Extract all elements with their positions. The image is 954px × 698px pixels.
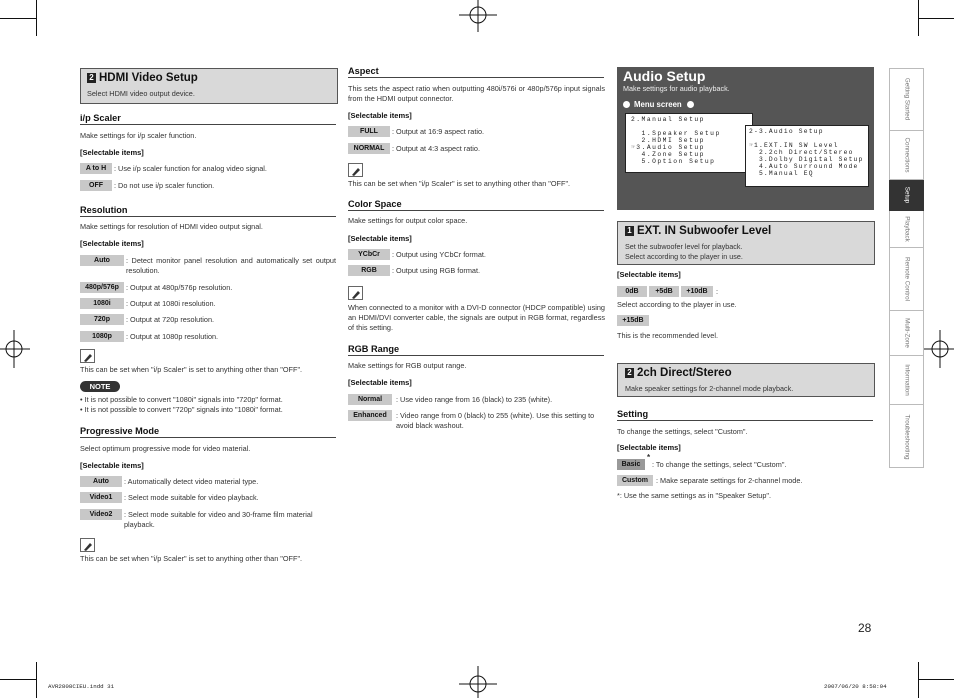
note-bullet: • It is not possible to convert "1080i" signals into "720p" format. — [80, 395, 283, 404]
footer-file-info: AVR2808CIEU.indd 31 — [48, 683, 115, 690]
color-space-desc: Make settings for output color space. — [348, 216, 468, 225]
note-bullet: • It is not possible to convert "720p" signals into "1080i" format. — [80, 405, 283, 414]
crop-mark — [918, 679, 954, 680]
crop-mark — [0, 679, 36, 680]
selectable-items-label: [Selectable items] — [617, 443, 681, 452]
pencil-icon — [80, 349, 95, 363]
section-number: 1 — [625, 226, 634, 236]
option-chip: 1080i — [80, 298, 124, 309]
selectable-items-label: [Selectable items] — [348, 111, 412, 120]
section-title: 1 EXT. IN Subwoofer Level — [625, 225, 771, 237]
ip-scaler-heading: i/p Scaler — [80, 113, 336, 125]
section-subtitle: Make speaker settings for 2-channel mode playback. — [625, 384, 794, 393]
ext-in-subwoofer-header — [617, 221, 875, 265]
hdmi-title: HDMI Video Setup — [99, 72, 198, 84]
section-title: 2 2ch Direct/Stereo — [625, 367, 732, 379]
option-desc: : Select mode suitable for video and 30-frame film material playback. — [124, 510, 313, 529]
option-chip: +10dB — [681, 286, 713, 297]
option-desc: : Automatically detect video material type. — [124, 477, 259, 486]
2ch-direct-stereo-header — [617, 363, 875, 397]
crop-mark — [918, 662, 919, 698]
option-desc: : To change the settings, select "Custom". — [652, 460, 787, 469]
option-desc: : Do not use i/p scaler function. — [114, 181, 215, 190]
registration-mark-top — [459, 0, 497, 36]
option-desc: : Output using YCbCr format. — [392, 250, 486, 259]
color-space-note: When connected to a monitor with a DVI-D connector (HDCP compatible) using an HDMI/DVI converter cable, the signals are output in RGB format, regardless of this setting. — [348, 303, 605, 332]
tab-remote-control[interactable]: Remote Control — [889, 248, 924, 311]
resolution-desc: Make settings for resolution of HDMI video output signal. — [80, 222, 263, 231]
tab-getting-started[interactable]: Getting Started — [889, 68, 924, 131]
footnote: *: Use the same settings as in "Speaker Setup". — [617, 491, 772, 500]
option-chip: RGB — [348, 265, 390, 276]
audio-setup-subtitle: Make settings for audio playback. — [623, 84, 730, 93]
tab-multi-zone[interactable]: Multi-Zone — [889, 311, 924, 356]
option-chip: Auto — [80, 255, 124, 266]
page-number: 28 — [858, 621, 872, 635]
section-subtitle: Select according to the player in use. — [625, 252, 743, 261]
hdmi-video-setup-header — [80, 68, 338, 104]
registration-mark-bottom — [459, 662, 497, 698]
option-chip: Video1 — [80, 492, 122, 503]
section-number: 2 — [625, 368, 634, 378]
tab-information[interactable]: Information — [889, 356, 924, 405]
resolution-note: This can be set when "i/p Scaler" is set to anything other than "OFF". — [80, 365, 303, 374]
aspect-note: This can be set when "i/p Scaler" is set to anything other than "OFF". — [348, 179, 571, 188]
section-title — [87, 72, 198, 84]
ip-scaler-desc: Make settings for i/p scaler function. — [80, 131, 197, 140]
note-badge: NOTE — [80, 381, 120, 392]
option-desc: : Use video range from 16 (black) to 235 (white). — [396, 395, 553, 404]
crop-mark — [0, 18, 36, 19]
resolution-heading: Resolution — [80, 205, 336, 217]
footer-timestamp: 2007/06/20 8:58:04 — [824, 683, 887, 690]
menu-screen-label: Menu screen — [623, 100, 694, 109]
bullet-dot-icon — [687, 101, 694, 108]
pencil-icon — [348, 286, 363, 300]
option-chip: Custom — [617, 475, 653, 486]
option-chip: Auto — [80, 476, 122, 487]
option-desc: : Use i/p scaler function for analog video signal. — [114, 164, 267, 173]
option-chip: Enhanced — [348, 410, 392, 421]
progressive-note: This can be set when "i/p Scaler" is set to anything other than "OFF". — [80, 554, 303, 563]
selectable-items-label: [Selectable items] — [80, 148, 144, 157]
option-desc: : Output at 1080i resolution. — [126, 299, 216, 308]
menu-screen-manual-setup: 2.Manual Setup 1.Speaker Setup 2.HDMI Setup ☞3.Audio Setup 4.Zone Setup 5.Option Setup — [625, 113, 753, 173]
option-chip: FULL — [348, 126, 390, 137]
option-desc: : Detect monitor panel resolution and automatically set output resolution. — [126, 256, 336, 275]
option-desc: : Output at 16:9 aspect ratio. — [392, 127, 485, 136]
option-chip: NORMAL — [348, 143, 390, 154]
menu-screen-audio-setup: 2-3.Audio Setup ☞1.EXT.IN SW Level 2.2ch Direct/Stereo 3.Dolby Digital Setup 4.Auto Surround Mode 5.Manual EQ — [745, 125, 869, 187]
option-desc: : Video range from 0 (black) to 255 (white). Use this setting to avoid black washout. — [396, 411, 595, 430]
setting-heading: Setting — [617, 409, 873, 421]
tab-playback[interactable]: Playback — [889, 211, 924, 248]
crop-mark — [36, 662, 37, 698]
crop-mark — [36, 0, 37, 36]
ext-in-desc: Select according to the player in use. — [617, 300, 737, 309]
section-subtitle: Select HDMI video output device. — [87, 89, 195, 98]
setting-desc: To change the settings, select "Custom". — [617, 427, 748, 436]
aspect-desc: This sets the aspect ratio when outputting 480i/576i or 480p/576p input signals from the HDMI output connector. — [348, 84, 605, 103]
option-chip: Video2 — [80, 509, 122, 520]
audio-setup-banner — [617, 67, 874, 210]
tab-connections[interactable]: Connections — [889, 131, 924, 180]
colon: : — [716, 287, 719, 296]
tab-troubleshooting[interactable]: Troubleshooting — [903, 414, 910, 459]
option-chip: 480p/576p — [80, 282, 124, 293]
registration-mark-right — [924, 330, 954, 368]
color-space-heading: Color Space — [348, 199, 604, 211]
section-number: 2 — [87, 73, 96, 83]
option-chip: YCbCr — [348, 249, 390, 260]
asterisk: * — [647, 453, 651, 462]
option-chip: 0dB — [617, 286, 647, 297]
audio-setup-title: Audio Setup — [623, 68, 706, 84]
option-chip: A to H — [80, 163, 112, 174]
selectable-items-label: [Selectable items] — [348, 234, 412, 243]
progressive-desc: Select optimum progressive mode for video material. — [80, 444, 251, 453]
registration-mark-left — [0, 330, 30, 368]
option-chip: OFF — [80, 180, 112, 191]
selectable-items-label: [Selectable items] — [80, 461, 144, 470]
selectable-items-label: [Selectable items] — [617, 270, 681, 279]
option-chip: 1080p — [80, 331, 124, 342]
bullet-dot-icon — [623, 101, 630, 108]
option-desc: : Select mode suitable for video playback. — [124, 493, 259, 502]
crop-mark — [918, 18, 954, 19]
recommended-text: This is the recommended level. — [617, 331, 718, 340]
pencil-icon — [80, 538, 95, 552]
option-desc: : Output at 480p/576p resolution. — [126, 283, 233, 292]
tab-setup[interactable]: Setup — [889, 180, 924, 211]
rgb-range-heading: RGB Range — [348, 344, 604, 356]
option-chip: +5dB — [649, 286, 679, 297]
aspect-heading: Aspect — [348, 66, 604, 78]
recommended-chip: +15dB — [617, 315, 649, 326]
selectable-items-label: [Selectable items] — [80, 239, 144, 248]
option-chip: Basic — [617, 459, 645, 470]
option-desc: : Output at 720p resolution. — [126, 315, 215, 324]
option-desc: : Output at 1080p resolution. — [126, 332, 219, 341]
option-chip: Normal — [348, 394, 392, 405]
selectable-items-label: [Selectable items] — [348, 378, 412, 387]
section-subtitle: Set the subwoofer level for playback. — [625, 242, 743, 251]
pencil-icon — [348, 163, 363, 177]
option-desc: : Output using RGB format. — [392, 266, 481, 275]
option-desc: : Make separate settings for 2-channel mode. — [656, 476, 803, 485]
progressive-heading: Progressive Mode — [80, 426, 336, 438]
option-desc: : Output at 4:3 aspect ratio. — [392, 144, 481, 153]
option-chip: 720p — [80, 314, 124, 325]
crop-mark — [918, 0, 919, 36]
rgb-range-desc: Make settings for RGB output range. — [348, 361, 467, 370]
